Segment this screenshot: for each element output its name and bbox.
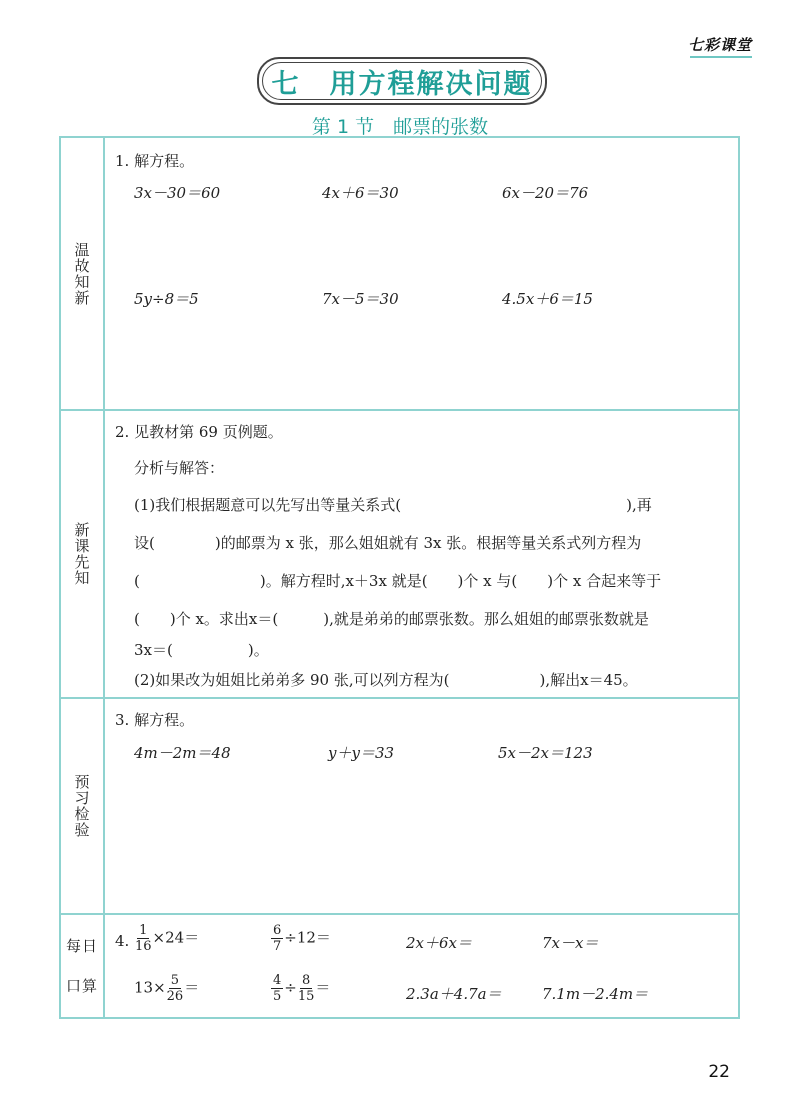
check-row [61, 699, 738, 915]
check-label-cell [61, 699, 105, 913]
expression-tail: ＝ [184, 978, 200, 997]
mental-number: 4. [115, 932, 130, 950]
fraction [298, 973, 315, 1004]
denominator: 16 [135, 939, 152, 954]
check-equation-2: y＋y＝33 [328, 744, 395, 762]
mental-item-a [134, 923, 199, 954]
brand-logo: 七彩课堂 [687, 36, 752, 54]
check-equation-3: 5x－2x＝123 [498, 744, 593, 762]
analysis-line-3: ( )。解方程时,x＋3x 就是( )个 x 与( )个 x 合起来等于 [134, 572, 662, 590]
numerator: 4 [273, 973, 282, 988]
mental-item-f [270, 973, 330, 1004]
mental-item-g: 2.3a＋4.7a＝ [406, 985, 502, 1003]
equation-2: 4x＋6＝30 [322, 184, 399, 202]
denominator: 7 [273, 939, 282, 954]
numerator: 5 [170, 973, 180, 988]
chapter-title: 七 用方程解决问题 [271, 68, 533, 100]
brand-underline [690, 56, 752, 58]
mental-label-top: 每日 [65, 937, 98, 955]
chapter-title-box [257, 57, 547, 105]
exercise-table [59, 136, 740, 1019]
analysis-line-5: 3x＝( )。 [134, 641, 269, 659]
analysis-line-4: ( )个 x。求出x＝( ),就是弟弟的邮票张数。那么姐姐的邮票张数就是 [134, 610, 649, 628]
check-label: 预习检验 [72, 774, 91, 838]
numerator: 8 [301, 973, 311, 988]
fraction [135, 923, 152, 954]
mental-item-c: 2x＋6x＝ [406, 934, 473, 952]
mental-item-b [270, 923, 331, 954]
review-label: 温故知新 [72, 241, 91, 306]
equation-1: 3x－30＝60 [134, 184, 221, 202]
analysis-line-2: 设( )的邮票为 x 张，那么姐姐就有 3x 张。根据等量关系式列方程为 [134, 534, 642, 552]
review-row [61, 138, 738, 411]
expression-tail: ×24＝ [152, 928, 200, 947]
preview-row [61, 411, 738, 699]
mental-label-cell [61, 915, 105, 1017]
mental-item-e [134, 973, 199, 1004]
preview-label: 新课先知 [72, 522, 91, 586]
expression-tail: ＝ [315, 978, 331, 997]
mental-item-d: 7x－x＝ [542, 934, 599, 952]
mental-row [61, 915, 738, 1017]
mental-label [66, 926, 98, 1006]
analysis-heading: 分析与解答： [134, 459, 225, 477]
review-label-cell [61, 138, 105, 409]
mental-label-bottom: 口算 [65, 977, 98, 995]
section-title: 第 1 节 邮票的张数 [311, 116, 489, 138]
preview-label-cell [61, 411, 105, 697]
analysis-line-6: (2)如果改为姐姐比弟弟多 90 张,可以列方程为( ),解出x＝45。 [134, 671, 638, 689]
equation-4: 5y÷8＝5 [134, 290, 199, 308]
equation-6: 4.5x＋6＝15 [502, 290, 593, 308]
denominator: 15 [297, 989, 315, 1004]
equation-3: 6x－20＝76 [502, 184, 589, 202]
equation-5: 7x－5＝30 [322, 290, 399, 308]
page-number: 22 [708, 1062, 730, 1082]
fraction [271, 923, 283, 954]
analysis-line-1: (1)我们根据题意可以先写出等量关系式( ),再 [134, 496, 652, 514]
check-equation-1: 4m－2m＝48 [134, 744, 231, 762]
numerator: 6 [273, 923, 282, 938]
review-question: 1. 解方程。 [115, 152, 195, 170]
mental-item-h: 7.1m－2.4m＝ [542, 985, 649, 1003]
expression-head: 13× [134, 978, 166, 997]
numerator: 1 [139, 923, 148, 938]
denominator: 5 [273, 989, 282, 1004]
expression-tail: ÷12＝ [284, 928, 331, 947]
check-question: 3. 解方程。 [115, 711, 195, 729]
denominator: 26 [166, 989, 184, 1004]
operator: ÷ [284, 978, 297, 997]
fraction [271, 973, 283, 1004]
preview-question: 2. 见教材第 69 页例题。 [115, 423, 283, 441]
fraction [167, 973, 184, 1004]
